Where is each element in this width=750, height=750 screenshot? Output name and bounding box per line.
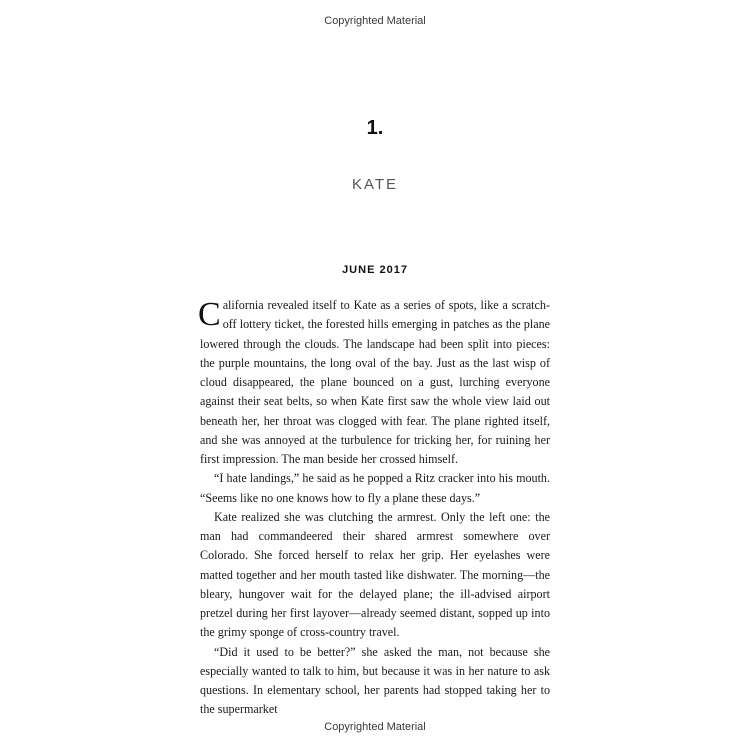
chapter-body bbox=[200, 296, 550, 720]
paragraph: “I hate landings,” he said as he popped a Ritz cracker into his mouth. “Seems like no one knows how to fly a plane these days.” bbox=[200, 471, 550, 505]
drop-cap: C bbox=[198, 296, 221, 333]
paragraph: Kate realized she was clutching the armrest. Only the left one: the man had commandeered their shared armrest somewhere over Colorado. She forced herself to relax her grip. Her eyelashes were matted together and her mouth tasted like dishwater. The morning—the bleary, hungover wait for the delayed plane; the ill-advised airport pretzel during her first layover—already seemed distant, sopped up into the grimy sponge of cross-country travel. bbox=[200, 509, 550, 640]
copyright-watermark-bottom: Copyrighted Material bbox=[324, 721, 426, 733]
copyright-watermark-top: Copyrighted Material bbox=[324, 15, 426, 27]
paragraph bbox=[200, 296, 550, 469]
chapter-number: 1. bbox=[366, 117, 384, 139]
paragraph: “Did it used to be better?” she asked the man, not because she especially wanted to talk to him, but because it was in her nature to ask questions. In elementary school, her parents had stopped taking her to the supermarket bbox=[200, 644, 550, 717]
chapter-date: JUNE 2017 bbox=[342, 264, 408, 276]
paragraph-text: alifornia revealed itself to Kate as a series of spots, like a scratch-off lottery ticket, the forested hills emerging in patches as the plane lowered through the clouds. The landscape had been split into pieces: the purple mountains, the long oval of the bay. Just as the last wisp of cloud disappeared, the plane bounced on a gust, lurching everyone against their seat belts, so when Kate first saw the whole view laid out beneath her, her throat was clogged with fear. The plane righted itself, and she was annoyed at the turbulence for tricking her, for ruining her first impression. The man beside her crossed himself. bbox=[200, 298, 550, 466]
chapter-title: KATE bbox=[351, 176, 399, 193]
